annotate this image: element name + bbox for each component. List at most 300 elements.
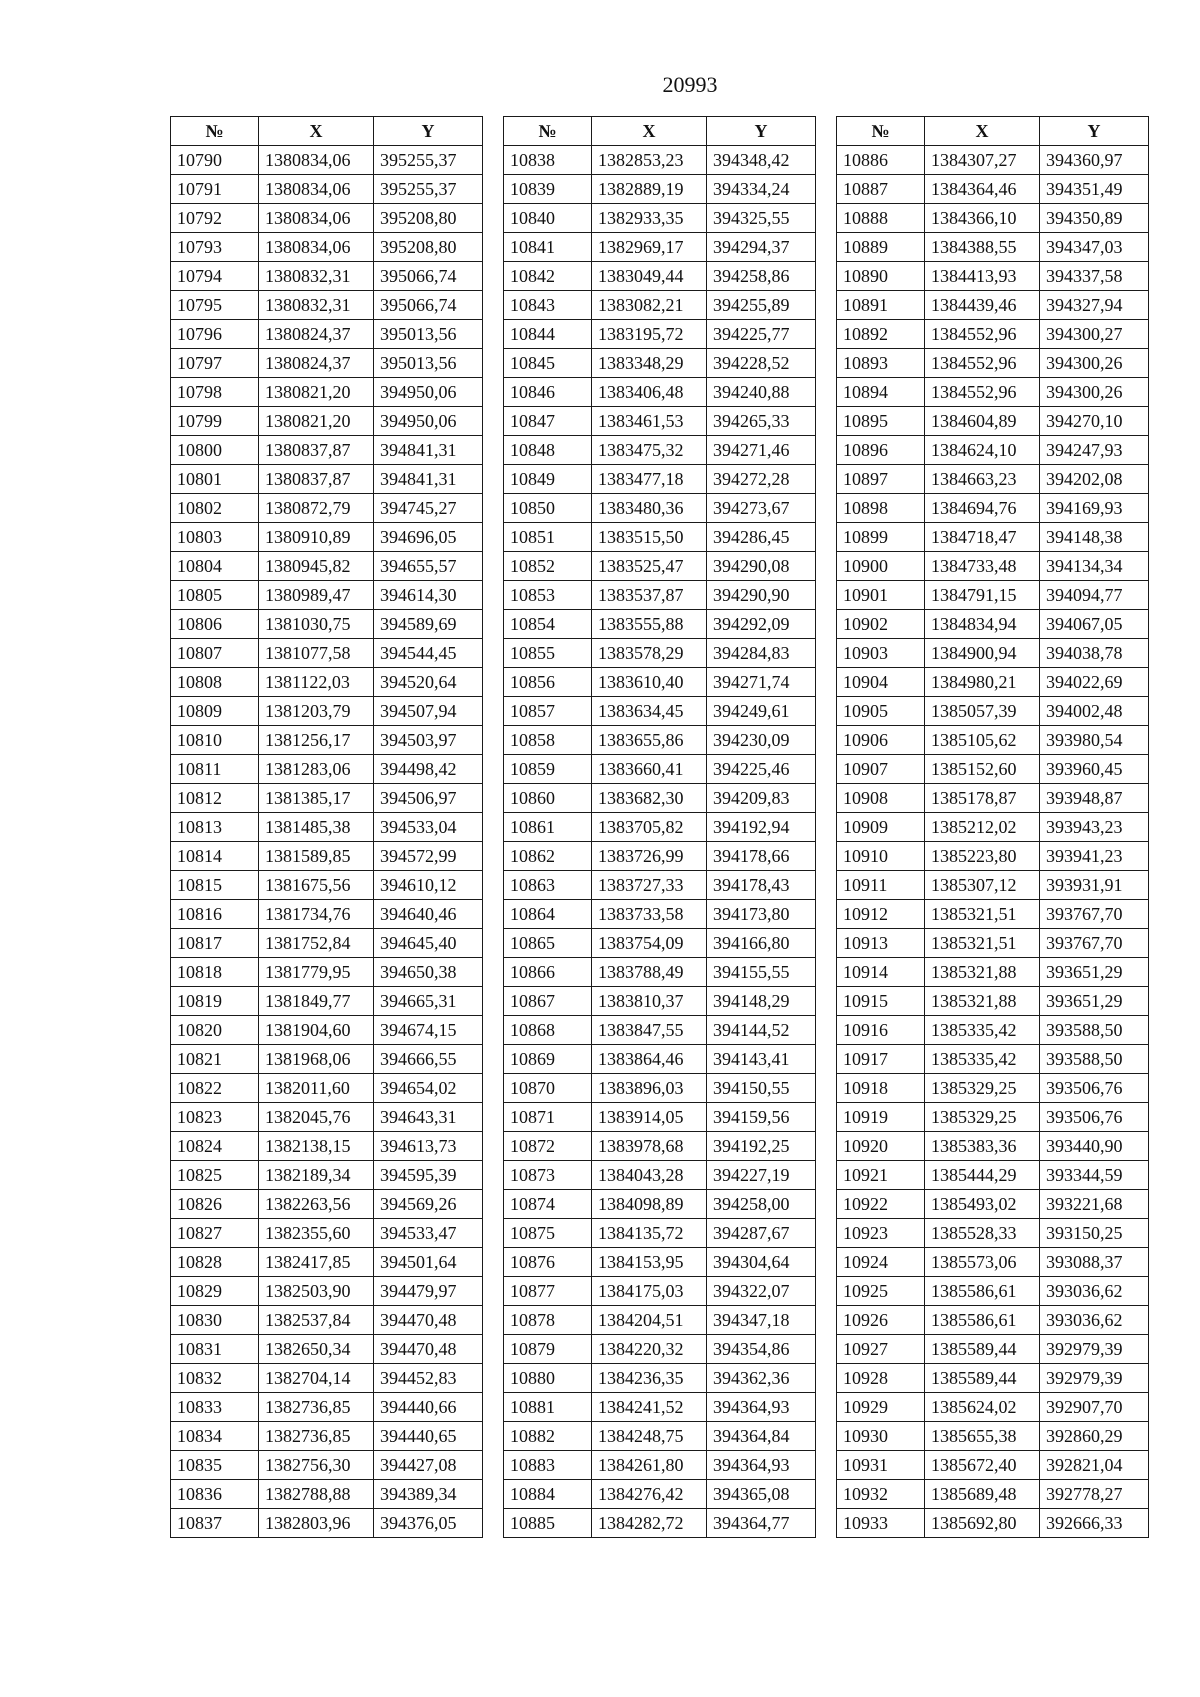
y-coordinate-cell: 394192,25 (707, 1132, 816, 1161)
point-number-cell: 10817 (171, 929, 259, 958)
y-coordinate-cell: 392907,70 (1040, 1393, 1149, 1422)
x-coordinate-cell: 1385321,51 (925, 929, 1040, 958)
point-number-cell: 10899 (837, 523, 925, 552)
table-row (504, 755, 816, 784)
x-coordinate-cell: 1381849,77 (259, 987, 374, 1016)
point-number-cell: 10911 (837, 871, 925, 900)
x-coordinate-cell: 1380834,06 (259, 233, 374, 262)
table-row (171, 320, 483, 349)
y-coordinate-cell: 394067,05 (1040, 610, 1149, 639)
table-row (837, 349, 1149, 378)
point-number-cell: 10844 (504, 320, 592, 349)
y-coordinate-cell: 394841,31 (374, 465, 483, 494)
point-number-cell: 10910 (837, 842, 925, 871)
point-number-cell: 10810 (171, 726, 259, 755)
y-coordinate-cell: 394365,08 (707, 1480, 816, 1509)
y-coordinate-cell: 394002,48 (1040, 697, 1149, 726)
table-row (171, 204, 483, 233)
point-number-cell: 10890 (837, 262, 925, 291)
y-coordinate-cell: 393150,25 (1040, 1219, 1149, 1248)
point-number-cell: 10876 (504, 1248, 592, 1277)
x-coordinate-cell: 1384552,96 (925, 320, 1040, 349)
x-coordinate-cell: 1380824,37 (259, 349, 374, 378)
point-number-cell: 10806 (171, 610, 259, 639)
y-coordinate-cell: 394614,30 (374, 581, 483, 610)
y-coordinate-cell: 394696,05 (374, 523, 483, 552)
table-row (504, 813, 816, 842)
y-coordinate-cell: 394228,52 (707, 349, 816, 378)
x-coordinate-cell: 1383864,46 (592, 1045, 707, 1074)
x-coordinate-cell: 1380834,06 (259, 204, 374, 233)
table-row (504, 436, 816, 465)
x-coordinate-cell: 1383537,87 (592, 581, 707, 610)
point-number-cell: 10868 (504, 1016, 592, 1045)
y-coordinate-cell: 393767,70 (1040, 929, 1149, 958)
point-number-cell: 10921 (837, 1161, 925, 1190)
x-coordinate-cell: 1383515,50 (592, 523, 707, 552)
y-coordinate-cell: 394347,18 (707, 1306, 816, 1335)
header-x: X (925, 117, 1040, 146)
y-coordinate-cell: 393506,76 (1040, 1103, 1149, 1132)
point-number-cell: 10903 (837, 639, 925, 668)
table-row (837, 1103, 1149, 1132)
y-coordinate-cell: 394327,94 (1040, 291, 1149, 320)
point-number-cell: 10870 (504, 1074, 592, 1103)
point-number-cell: 10912 (837, 900, 925, 929)
x-coordinate-cell: 1383082,21 (592, 291, 707, 320)
table-row (504, 320, 816, 349)
y-coordinate-cell: 394294,37 (707, 233, 816, 262)
x-coordinate-cell: 1385692,80 (925, 1509, 1040, 1538)
table-row (837, 175, 1149, 204)
table-row (504, 1219, 816, 1248)
table-row (837, 552, 1149, 581)
x-coordinate-cell: 1384043,28 (592, 1161, 707, 1190)
x-coordinate-cell: 1382417,85 (259, 1248, 374, 1277)
table-row (171, 1132, 483, 1161)
point-number-cell: 10924 (837, 1248, 925, 1277)
table-row (504, 378, 816, 407)
point-number-cell: 10888 (837, 204, 925, 233)
table-row (171, 726, 483, 755)
table-row (171, 581, 483, 610)
page-number: 20993 (662, 72, 718, 97)
x-coordinate-cell: 1382736,85 (259, 1422, 374, 1451)
table-row (837, 755, 1149, 784)
table-row (504, 1509, 816, 1538)
y-coordinate-cell: 394640,46 (374, 900, 483, 929)
point-number-cell: 10805 (171, 581, 259, 610)
x-coordinate-cell: 1383660,41 (592, 755, 707, 784)
point-number-cell: 10889 (837, 233, 925, 262)
y-coordinate-cell: 394674,15 (374, 1016, 483, 1045)
point-number-cell: 10887 (837, 175, 925, 204)
y-coordinate-cell: 394169,93 (1040, 494, 1149, 523)
y-coordinate-cell: 394300,26 (1040, 349, 1149, 378)
table-row (171, 146, 483, 175)
table-row (837, 871, 1149, 900)
table-row (171, 494, 483, 523)
x-coordinate-cell: 1385321,88 (925, 958, 1040, 987)
point-number-cell: 10845 (504, 349, 592, 378)
point-number-cell: 10930 (837, 1422, 925, 1451)
table-row (837, 900, 1149, 929)
y-coordinate-cell: 394272,28 (707, 465, 816, 494)
table-body (837, 146, 1149, 1538)
table-row (504, 610, 816, 639)
point-number-cell: 10869 (504, 1045, 592, 1074)
y-coordinate-cell: 394610,12 (374, 871, 483, 900)
x-coordinate-cell: 1382189,34 (259, 1161, 374, 1190)
x-coordinate-cell: 1385057,39 (925, 697, 1040, 726)
point-number-cell: 10853 (504, 581, 592, 610)
point-number-cell: 10923 (837, 1219, 925, 1248)
point-number-cell: 10886 (837, 146, 925, 175)
header-y: Y (374, 117, 483, 146)
y-coordinate-cell: 393651,29 (1040, 958, 1149, 987)
point-number-cell: 10841 (504, 233, 592, 262)
x-coordinate-cell: 1385105,62 (925, 726, 1040, 755)
table-row (171, 523, 483, 552)
point-number-cell: 10913 (837, 929, 925, 958)
y-coordinate-cell: 394225,77 (707, 320, 816, 349)
y-coordinate-cell: 394322,07 (707, 1277, 816, 1306)
table-row (837, 842, 1149, 871)
y-coordinate-cell: 393651,29 (1040, 987, 1149, 1016)
point-number-cell: 10905 (837, 697, 925, 726)
x-coordinate-cell: 1384175,03 (592, 1277, 707, 1306)
table-row (171, 697, 483, 726)
y-coordinate-cell: 394360,97 (1040, 146, 1149, 175)
table-row (504, 900, 816, 929)
x-coordinate-cell: 1381675,56 (259, 871, 374, 900)
y-coordinate-cell: 394144,52 (707, 1016, 816, 1045)
point-number-cell: 10880 (504, 1364, 592, 1393)
x-coordinate-cell: 1382889,19 (592, 175, 707, 204)
point-number-cell: 10893 (837, 349, 925, 378)
table-row (504, 987, 816, 1016)
x-coordinate-cell: 1383726,99 (592, 842, 707, 871)
y-coordinate-cell: 392860,29 (1040, 1422, 1149, 1451)
point-number-cell: 10828 (171, 1248, 259, 1277)
y-coordinate-cell: 394273,67 (707, 494, 816, 523)
y-coordinate-cell: 394209,83 (707, 784, 816, 813)
x-coordinate-cell: 1385586,61 (925, 1277, 1040, 1306)
y-coordinate-cell: 393588,50 (1040, 1045, 1149, 1074)
y-coordinate-cell: 394202,08 (1040, 465, 1149, 494)
table-row (837, 1306, 1149, 1335)
table-row (171, 1306, 483, 1335)
y-coordinate-cell: 394300,27 (1040, 320, 1149, 349)
x-coordinate-cell: 1385335,42 (925, 1045, 1040, 1074)
x-coordinate-cell: 1384624,10 (925, 436, 1040, 465)
x-coordinate-cell: 1385212,02 (925, 813, 1040, 842)
y-coordinate-cell: 394533,04 (374, 813, 483, 842)
x-coordinate-cell: 1380834,06 (259, 175, 374, 204)
point-number-cell: 10809 (171, 697, 259, 726)
y-coordinate-cell: 394325,55 (707, 204, 816, 233)
table-row (171, 1364, 483, 1393)
y-coordinate-cell: 394544,45 (374, 639, 483, 668)
point-number-cell: 10929 (837, 1393, 925, 1422)
coordinates-table-2 (503, 116, 816, 1538)
point-number-cell: 10900 (837, 552, 925, 581)
y-coordinate-cell: 394589,69 (374, 610, 483, 639)
x-coordinate-cell: 1383733,58 (592, 900, 707, 929)
x-coordinate-cell: 1382933,35 (592, 204, 707, 233)
point-number-cell: 10824 (171, 1132, 259, 1161)
table-row (171, 1480, 483, 1509)
point-number-cell: 10831 (171, 1335, 259, 1364)
table-row (837, 465, 1149, 494)
x-coordinate-cell: 1384307,27 (925, 146, 1040, 175)
table-row (171, 1393, 483, 1422)
y-coordinate-cell: 394337,58 (1040, 262, 1149, 291)
point-number-cell: 10917 (837, 1045, 925, 1074)
table-row (171, 552, 483, 581)
x-coordinate-cell: 1384413,93 (925, 262, 1040, 291)
x-coordinate-cell: 1384236,35 (592, 1364, 707, 1393)
point-number-cell: 10904 (837, 668, 925, 697)
table-row (504, 262, 816, 291)
table-row (171, 784, 483, 813)
y-coordinate-cell: 392778,27 (1040, 1480, 1149, 1509)
table-row (504, 1016, 816, 1045)
table-row (504, 233, 816, 262)
point-number-cell: 10860 (504, 784, 592, 813)
y-coordinate-cell: 394143,41 (707, 1045, 816, 1074)
x-coordinate-cell: 1381752,84 (259, 929, 374, 958)
x-coordinate-cell: 1384241,52 (592, 1393, 707, 1422)
table-row (837, 1335, 1149, 1364)
table-row (504, 581, 816, 610)
x-coordinate-cell: 1384135,72 (592, 1219, 707, 1248)
point-number-cell: 10791 (171, 175, 259, 204)
table-row (837, 262, 1149, 291)
table-row (171, 668, 483, 697)
x-coordinate-cell: 1383655,86 (592, 726, 707, 755)
y-coordinate-cell: 394225,46 (707, 755, 816, 784)
x-coordinate-cell: 1384834,94 (925, 610, 1040, 639)
x-coordinate-cell: 1385493,02 (925, 1190, 1040, 1219)
table-row (504, 1190, 816, 1219)
x-coordinate-cell: 1381122,03 (259, 668, 374, 697)
y-coordinate-cell: 393767,70 (1040, 900, 1149, 929)
y-coordinate-cell: 394506,97 (374, 784, 483, 813)
x-coordinate-cell: 1383348,29 (592, 349, 707, 378)
y-coordinate-cell: 393960,45 (1040, 755, 1149, 784)
y-coordinate-cell: 394173,80 (707, 900, 816, 929)
table-row (837, 958, 1149, 987)
point-number-cell: 10838 (504, 146, 592, 175)
y-coordinate-cell: 394166,80 (707, 929, 816, 958)
x-coordinate-cell: 1382788,88 (259, 1480, 374, 1509)
table-row (504, 697, 816, 726)
x-coordinate-cell: 1384694,76 (925, 494, 1040, 523)
point-number-cell: 10826 (171, 1190, 259, 1219)
table-row (504, 523, 816, 552)
point-number-cell: 10834 (171, 1422, 259, 1451)
point-number-cell: 10819 (171, 987, 259, 1016)
point-number-cell: 10864 (504, 900, 592, 929)
point-number-cell: 10799 (171, 407, 259, 436)
x-coordinate-cell: 1385573,06 (925, 1248, 1040, 1277)
table-row (504, 784, 816, 813)
y-coordinate-cell: 394364,93 (707, 1393, 816, 1422)
y-coordinate-cell: 393344,59 (1040, 1161, 1149, 1190)
point-number-cell: 10798 (171, 378, 259, 407)
y-coordinate-cell: 394287,67 (707, 1219, 816, 1248)
table-row (837, 1480, 1149, 1509)
table-row (504, 929, 816, 958)
table-body (171, 146, 483, 1538)
y-coordinate-cell: 394643,31 (374, 1103, 483, 1132)
point-number-cell: 10811 (171, 755, 259, 784)
table-row (504, 842, 816, 871)
y-coordinate-cell: 395066,74 (374, 262, 483, 291)
point-number-cell: 10863 (504, 871, 592, 900)
table-row (171, 1074, 483, 1103)
table-row (837, 1161, 1149, 1190)
y-coordinate-cell: 394155,55 (707, 958, 816, 987)
x-coordinate-cell: 1384718,47 (925, 523, 1040, 552)
y-coordinate-cell: 392666,33 (1040, 1509, 1149, 1538)
table-row (504, 407, 816, 436)
x-coordinate-cell: 1382355,60 (259, 1219, 374, 1248)
table-row (837, 146, 1149, 175)
x-coordinate-cell: 1380872,79 (259, 494, 374, 523)
point-number-cell: 10882 (504, 1422, 592, 1451)
point-number-cell: 10878 (504, 1306, 592, 1335)
y-coordinate-cell: 394950,06 (374, 407, 483, 436)
x-coordinate-cell: 1381256,17 (259, 726, 374, 755)
table-row (837, 697, 1149, 726)
table-row (504, 175, 816, 204)
x-coordinate-cell: 1382803,96 (259, 1509, 374, 1538)
y-coordinate-cell: 395066,74 (374, 291, 483, 320)
table-row (504, 639, 816, 668)
x-coordinate-cell: 1382650,34 (259, 1335, 374, 1364)
y-coordinate-cell: 394286,45 (707, 523, 816, 552)
point-number-cell: 10918 (837, 1074, 925, 1103)
y-coordinate-cell: 395013,56 (374, 349, 483, 378)
table-row (171, 639, 483, 668)
x-coordinate-cell: 1385307,12 (925, 871, 1040, 900)
y-coordinate-cell: 394148,38 (1040, 523, 1149, 552)
table-row (504, 1103, 816, 1132)
y-coordinate-cell: 393931,91 (1040, 871, 1149, 900)
x-coordinate-cell: 1384552,96 (925, 349, 1040, 378)
table-row (504, 668, 816, 697)
point-number-cell: 10836 (171, 1480, 259, 1509)
y-coordinate-cell: 394351,49 (1040, 175, 1149, 204)
point-number-cell: 10925 (837, 1277, 925, 1306)
x-coordinate-cell: 1381077,58 (259, 639, 374, 668)
y-coordinate-cell: 394270,10 (1040, 407, 1149, 436)
y-coordinate-cell: 393088,37 (1040, 1248, 1149, 1277)
table-row (837, 639, 1149, 668)
x-coordinate-cell: 1381030,75 (259, 610, 374, 639)
point-number-cell: 10802 (171, 494, 259, 523)
point-number-cell: 10895 (837, 407, 925, 436)
y-coordinate-cell: 394364,77 (707, 1509, 816, 1538)
point-number-cell: 10822 (171, 1074, 259, 1103)
point-number-cell: 10873 (504, 1161, 592, 1190)
table-row (171, 987, 483, 1016)
x-coordinate-cell: 1383914,05 (592, 1103, 707, 1132)
y-coordinate-cell: 394666,55 (374, 1045, 483, 1074)
y-coordinate-cell: 394258,00 (707, 1190, 816, 1219)
y-coordinate-cell: 393440,90 (1040, 1132, 1149, 1161)
y-coordinate-cell: 395255,37 (374, 146, 483, 175)
x-coordinate-cell: 1382969,17 (592, 233, 707, 262)
point-number-cell: 10926 (837, 1306, 925, 1335)
table-row (504, 291, 816, 320)
x-coordinate-cell: 1381485,38 (259, 813, 374, 842)
y-coordinate-cell: 393941,23 (1040, 842, 1149, 871)
table-row (171, 1190, 483, 1219)
table-row (837, 1509, 1149, 1538)
y-coordinate-cell: 394654,02 (374, 1074, 483, 1103)
y-coordinate-cell: 394503,97 (374, 726, 483, 755)
y-coordinate-cell: 394271,46 (707, 436, 816, 465)
table-row (171, 958, 483, 987)
x-coordinate-cell: 1385223,80 (925, 842, 1040, 871)
table-row (837, 1393, 1149, 1422)
point-number-cell: 10885 (504, 1509, 592, 1538)
y-coordinate-cell: 392979,39 (1040, 1364, 1149, 1393)
x-coordinate-cell: 1380945,82 (259, 552, 374, 581)
y-coordinate-cell: 394022,69 (1040, 668, 1149, 697)
x-coordinate-cell: 1382704,14 (259, 1364, 374, 1393)
y-coordinate-cell: 394645,40 (374, 929, 483, 958)
table-row (171, 610, 483, 639)
table-row (837, 1364, 1149, 1393)
y-coordinate-cell: 394745,27 (374, 494, 483, 523)
table-row (504, 1074, 816, 1103)
y-coordinate-cell: 394150,55 (707, 1074, 816, 1103)
x-coordinate-cell: 1380837,87 (259, 436, 374, 465)
x-coordinate-cell: 1383555,88 (592, 610, 707, 639)
y-coordinate-cell: 394572,99 (374, 842, 483, 871)
x-coordinate-cell: 1385321,88 (925, 987, 1040, 1016)
table-row (171, 929, 483, 958)
x-coordinate-cell: 1384220,32 (592, 1335, 707, 1364)
x-coordinate-cell: 1384388,55 (925, 233, 1040, 262)
x-coordinate-cell: 1385152,60 (925, 755, 1040, 784)
point-number-cell: 10914 (837, 958, 925, 987)
point-number-cell: 10796 (171, 320, 259, 349)
point-number-cell: 10919 (837, 1103, 925, 1132)
point-number-cell: 10857 (504, 697, 592, 726)
table-row (504, 726, 816, 755)
point-number-cell: 10839 (504, 175, 592, 204)
x-coordinate-cell: 1383896,03 (592, 1074, 707, 1103)
table-row (504, 1248, 816, 1277)
point-number-cell: 10793 (171, 233, 259, 262)
y-coordinate-cell: 394507,94 (374, 697, 483, 726)
point-number-cell: 10884 (504, 1480, 592, 1509)
table-row (837, 1190, 1149, 1219)
x-coordinate-cell: 1381968,06 (259, 1045, 374, 1074)
header-number: № (837, 117, 925, 146)
y-coordinate-cell: 394427,08 (374, 1451, 483, 1480)
point-number-cell: 10861 (504, 813, 592, 842)
point-number-cell: 10823 (171, 1103, 259, 1132)
table-row (837, 1074, 1149, 1103)
y-coordinate-cell: 394655,57 (374, 552, 483, 581)
x-coordinate-cell: 1385655,38 (925, 1422, 1040, 1451)
